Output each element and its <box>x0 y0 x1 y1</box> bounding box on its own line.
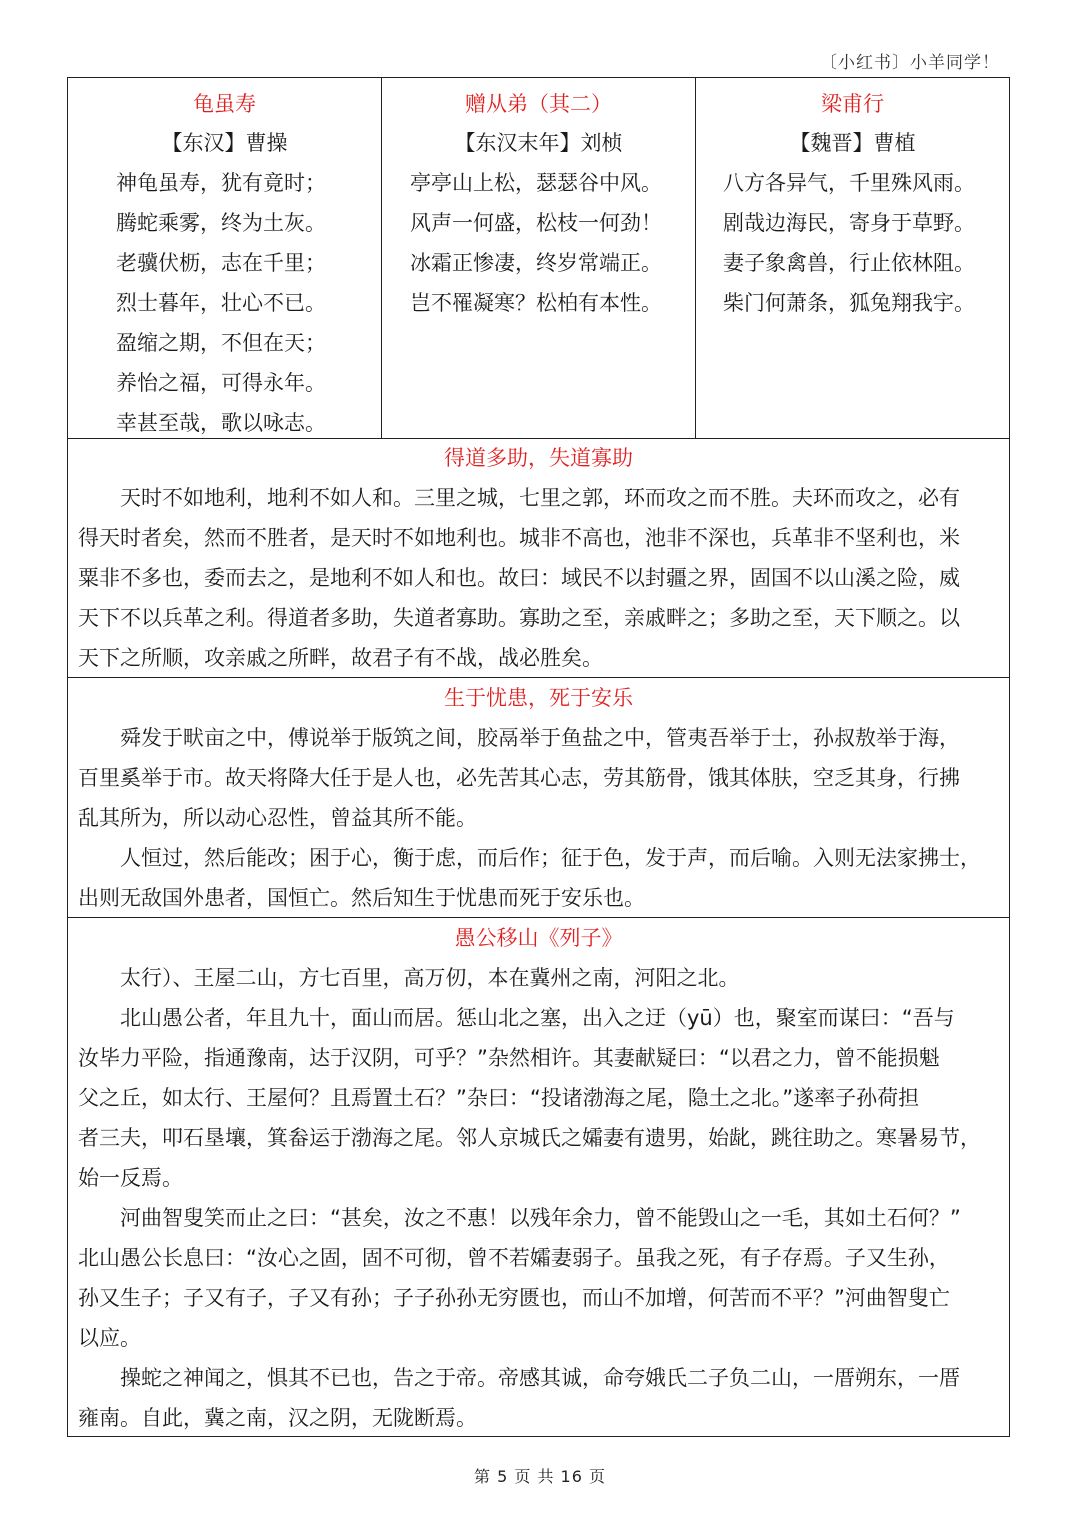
poem-line: 八方各异气，千里殊风雨。 <box>723 171 975 195</box>
text-line: 粟非不多也，委而去之，是地利不如人和也。故曰：域民不以封疆之界，固国不以山溪之险，威 <box>78 566 960 590</box>
section-title: 生于忧患，死于安乐 <box>444 686 633 710</box>
poem-line: 神龟虽寿，犹有竟时； <box>116 171 326 195</box>
text-line: 汝毕力平险，指通豫南，达于汉阴，可乎？”杂然相许。其妻献疑曰：“以君之力，曾不能损魁 <box>78 1046 940 1070</box>
poem-line: 风声一何盛，松枝一何劲！ <box>410 211 662 235</box>
poem-line: 冰霜正惨凄，终岁常端正。 <box>410 251 662 275</box>
text-line: 以应。 <box>78 1326 141 1350</box>
poem-lines <box>382 163 695 323</box>
content-table <box>67 77 1010 1437</box>
text-line: 操蛇之神闻之，惧其不已也，告之于帝。帝感其诚，命夸娥氏二子负二山，一厝朔东，一厝 <box>120 1366 960 1390</box>
text-line: 天下不以兵革之利。得道者多助，失道者寡助。寡助之至，亲戚畔之；多助之至，天下顺之。以 <box>78 606 960 630</box>
poem-line: 幸甚至哉，歌以咏志。 <box>116 411 326 435</box>
text-line: 人恒过，然后能改；困于心，衡于虑，而后作；征于色，发于声，而后喻。入则无法家拂士， <box>120 846 981 870</box>
poem-line: 腾蛇乘雾，终为土灰。 <box>116 211 326 235</box>
text-line: 雍南。自此，冀之南，汉之阴，无陇断焉。 <box>78 1406 477 1430</box>
text-line: 北山愚公长息曰：“汝心之固，固不可彻，曾不若孀妻弱子。虽我之死，有子存焉。子又生孙， <box>78 1246 950 1270</box>
text-line: 百里奚举于市。故天将降大任于是人也，必先苦其心志，劳其筋骨，饿其体肤，空乏其身，行拂 <box>78 766 960 790</box>
text-line: 出则无敌国外患者，国恒亡。然后知生于忧患而死于安乐也。 <box>78 886 645 910</box>
poem-column <box>382 78 696 438</box>
text-line: 北山愚公者，年且九十，面山而居。惩山北之塞，出入之迂（yū）也，聚室而谋曰：“吾与 <box>120 1006 955 1030</box>
poem-lines <box>68 163 381 443</box>
text-line: 天下之所顺，攻亲戚之所畔，故君子有不战，战必胜矣。 <box>78 646 603 670</box>
poem-line: 妻子象禽兽，行止依林阻。 <box>723 251 975 275</box>
poem-line: 烈士暮年，壮心不已。 <box>116 291 326 315</box>
poem-row <box>68 78 1009 439</box>
poem-line: 老骥伏枥，志在千里； <box>116 251 326 275</box>
prose-section <box>68 918 1009 1438</box>
section-body <box>68 478 1009 678</box>
poem-line: 亭亭山上松，瑟瑟谷中风。 <box>410 171 662 195</box>
poem-author: 【东汉】曹操 <box>161 131 288 155</box>
poem-column <box>68 78 382 438</box>
text-line: 孙又生子；子又有子，子又有孙；子子孙孙无穷匮也，而山不加增，何苦而不平？”河曲智叟亡 <box>78 1286 950 1310</box>
text-line: 父之丘，如太行、王屋何？且焉置土石？”杂曰：“投诸渤海之尾，隐土之北。”遂率子孙荷担 <box>78 1086 920 1110</box>
text-line: 舜发于畎亩之中，傅说举于版筑之间，胶鬲举于鱼盐之中，管夷吾举于士，孙叔敖举于海， <box>120 726 960 750</box>
text-line: 河曲智叟笑而止之曰：“甚矣，汝之不惠！以残年余力，曾不能毁山之一毛，其如土石何？” <box>120 1206 961 1230</box>
poem-column <box>696 78 1009 438</box>
poem-author: 【魏晋】曹植 <box>789 131 916 155</box>
section-title: 得道多助，失道寡助 <box>444 446 633 470</box>
poem-line: 养怡之福，可得永年。 <box>116 371 326 395</box>
poem-lines <box>696 163 1009 323</box>
prose-section <box>68 678 1009 918</box>
page-number: 第 5 页 共 16 页 <box>474 1467 606 1486</box>
text-line: 始一反焉。 <box>78 1166 183 1190</box>
section-title: 愚公移山《列子》 <box>454 926 623 950</box>
text-line: 得天时者矣，然而不胜者，是天时不如地利也。城非不高也，池非不深也，兵革非不坚利也，米 <box>78 526 960 550</box>
poem-line: 岂不罹凝寒？松柏有本性。 <box>410 291 662 315</box>
poem-title: 龟虽寿 <box>193 92 256 116</box>
text-line: 乱其所为，所以动心忍性，曾益其所不能。 <box>78 806 477 830</box>
poem-title: 梁甫行 <box>821 92 884 116</box>
poem-line: 柴门何萧条，狐兔翔我宇。 <box>723 291 975 315</box>
poem-author: 【东汉末年】刘桢 <box>454 131 623 155</box>
prose-section <box>68 438 1009 678</box>
poem-line: 盈缩之期，不但在天； <box>116 331 326 355</box>
text-line: 天时不如地利，地利不如人和。三里之城，七里之郭，环而攻之而不胜。夫环而攻之，必有 <box>120 486 960 510</box>
section-body <box>68 718 1009 918</box>
text-line: 者三夫，叩石垦壤，箕畚运于渤海之尾。邻人京城氏之孀妻有遗男，始龀，跳往助之。寒暑易节， <box>78 1126 981 1150</box>
section-body <box>68 958 1009 1438</box>
text-line: 太行）、王屋二山，方七百里，高万仞，本在冀州之南，河阳之北。 <box>120 966 740 990</box>
watermark-text: 〔小红书〕小羊同学！ <box>820 53 1000 73</box>
poem-line: 剧哉边海民，寄身于草野。 <box>723 211 975 235</box>
poem-title: 赠从弟（其二） <box>465 92 612 116</box>
